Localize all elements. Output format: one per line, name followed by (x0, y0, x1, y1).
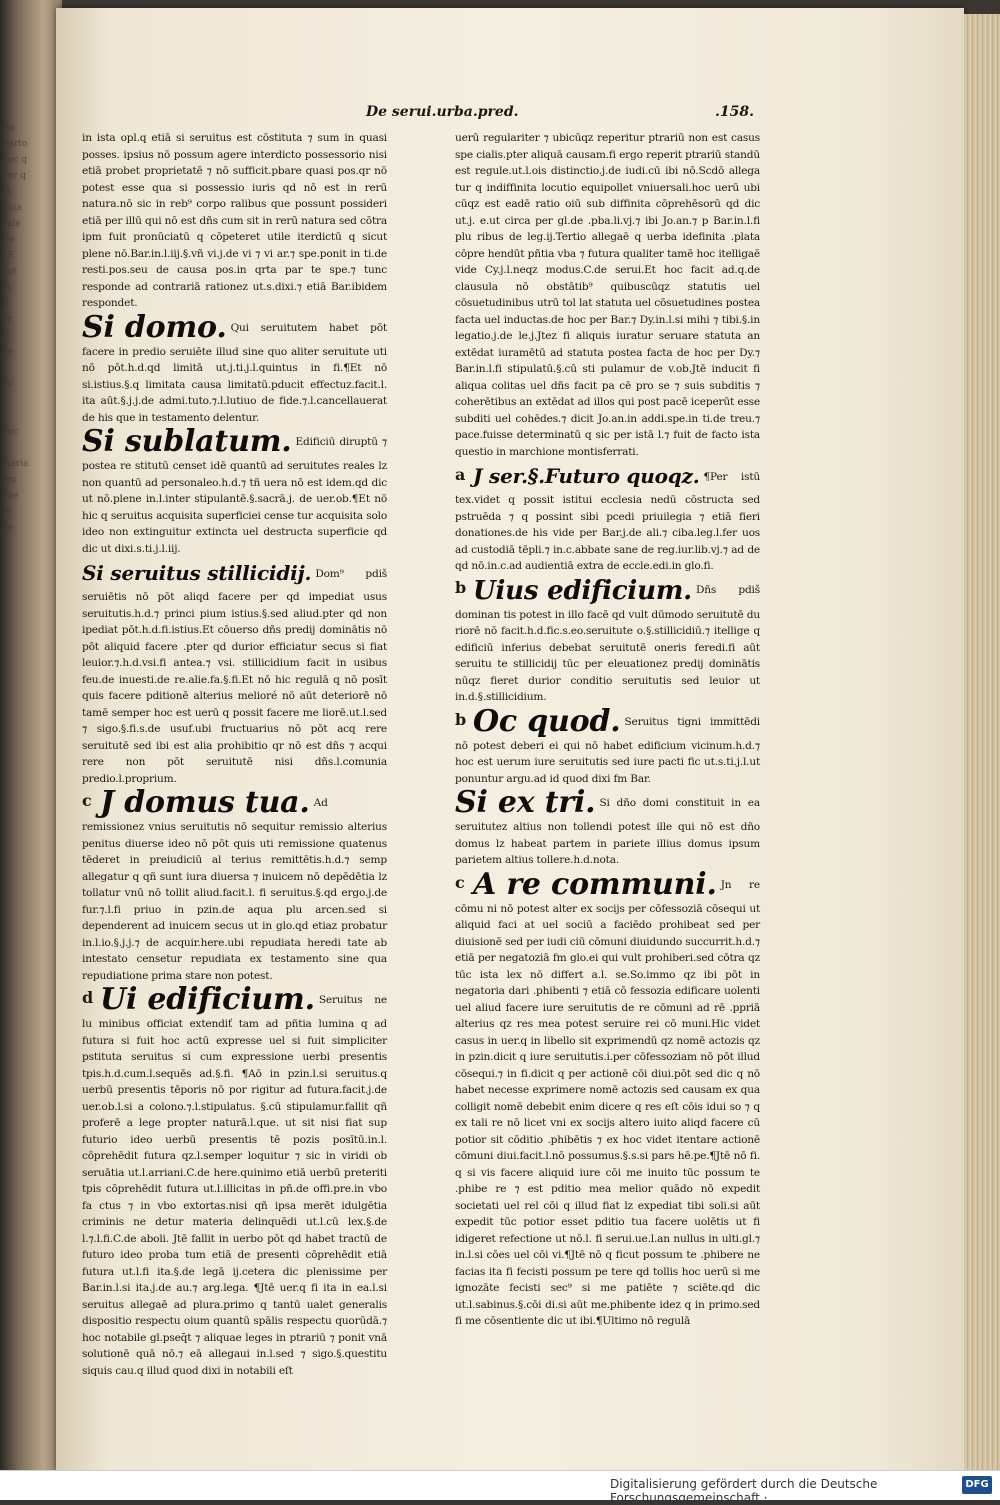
section-paragraph (455, 460, 760, 575)
margin-marker: b (455, 577, 466, 597)
body-text: ¶Per istū tex.videt q possit istitui ecclesia nedū cōstructa sed pstruēda ⁊ q possint sibi pcedi priuilegia ⁊ etiā fieri donationes.de his vide per Bar.j.de ali.⁊ ciba.leg.l.fer uos ad custodiā tēpli.⁊ in.c.abbate sane de reg.iur.lib.vj.⁊ ad de qd nō.in.c.ad audientiā extra de eccle.edi.in glo.fi. (455, 471, 760, 572)
margin-marker: a (455, 465, 466, 484)
section-heading: Ui edificium. (100, 982, 315, 1017)
section-heading: Si ex tri. (455, 785, 596, 820)
page-number: .158. (715, 104, 754, 120)
section-paragraph (82, 557, 387, 787)
section-paragraph (455, 575, 760, 706)
body-text: Ad remissionez vnius seruitutis nō sequitur remissio alterius penitus diuerse ideo nō pōt quis uti remissione quatenus tēderet in preiudiciū al terius remittētis.h.d.⁊ semp allegatur q qñ sunt iura diuersa ⁊ inuicem nō depēdētia lz tollatur vnū nō tollit aliud.facit.l. fi seruitus.§.qd ergo.j.de fur.⁊.l.fi priuo in pzin.de aqua plu arcen.sed si dependerent ad inuicem secus ut in glo.qd etiaz probatur in.l.io.§.j.j.⁊ de acquir.here.ubi repudiata heredi tate ab intestato censetur repudiata ex testamento sine qua repudiatione prima stare non potest. (82, 797, 387, 982)
section-paragraph (82, 426, 387, 557)
body-text: Dñs pdiš dominan tis potest in illo facē qd vult dūmodo seruitutē du riorē nō facit.h.d.fic.s.eo.seruitute o.§.stillicidiū.⁊ itellige q edificiū inferius debebat seruitutē oneris feredi.fi aūt seruitu te stillicidij tūc per eleuationez predij dominātis nūqz fieret durior conditio seruitutis sed leuior ut in.d.§.stillicidium. (455, 583, 760, 703)
margin-marker: c (455, 872, 465, 892)
section-heading: A re communi. (473, 866, 717, 902)
right-text-column (455, 130, 760, 1327)
section-heading: Si sublatum. (82, 424, 292, 459)
section-heading: Uius edificium. (473, 575, 692, 606)
running-head: De serui.urba.pred. (366, 104, 519, 120)
text-paragraph (455, 130, 760, 460)
body-text: uerū regulariter ⁊ ubicūqz reperitur ptrariū non est casus spe cialis.pter aliquā causam.fi ergo reperit ptrariū standū est regule.ut.l.ois distinctio.j.de iudi.cū ibi nō.Scdō allega tur q indiffinita locutio equipollet vniuersali.hoc uerū ubi cūqz est eadē ratio oiū sub diffinita cōprehēsorū qd dic ut.j. e.ut circa per gl.de .pba.li.vj.⁊ ibi Jo.an.⁊ p Bar.in.l.fi plu ribus de leg.ij.Tertio allegaē q uerba idefinita .plata cōpre hendūt pñtia vba ⁊ futura qualiter tamē hoc itelligaē vide Cy.j.l.neqz modus.C.de serui.Et hoc facit ad.q.de clausula nō obstātib⁹ quibuscūqz statutis uel cōsuetudinibus utrū tol lat statuta uel cōsuetudines postea facta uel inductas.de hoc per Bar.⁊ Dy.in.l.si mihi ⁊ tibi.§.in legatio.j.de le.j.Jtez fi aliquis iuratur seruare statuta an extēdat iuramētū ad statuta postea facta de hoc per Dy.⁊ Bar.in.l.fi stipulatū.§.cū sti pulamur de v.ob.Jtē inducit fi aliqua colitas uel dñs facit pa cē pro se ⁊ suis subditis ⁊ coherētibus an extēdat ad illos qui post pacē iceperūt esse subditi uel cohēdes.⁊ dicit Jo.an.in addi.spe.in ti.de treu.⁊ pace.fuisse determinatū q sic per istā l.⁊ fuit de facto ista questio in marchione montisferrati. (455, 132, 760, 458)
body-text: in ista opl.q etiā si seruitus est cōstituta ⁊ sum in quasi posses. ipsius nō possum agere interdicto possessorio nisi etiā probet proprietatē ⁊ nō sufficit.pbare quasi pos.qr nō potest esse qua si possessio iuris qd nō est in rerū natura.nō sic in reb⁹ corpo ralibus que possunt possideri etiā per illū qui nō est dñs cum sit in rerū natura sed cōtra ipm fuit pronūciatū q cōpeteret utile iterdictū q sicut plene nō.Bar.in.l.iij.§.vñ vi.j.de vi ⁊ vi ar.⁊ spe.ponit in ti.de resti.pos.seu de causa pos.in qrta par te spe.⁊ tunc responde ad contrariā rationez ut.s.dixi.⁊ etiā Bar.ibidem respondet. (82, 132, 387, 309)
section-heading: Oc quod. (473, 703, 621, 739)
section-heading: J ser.§.Futuro quoqz. (473, 464, 700, 488)
digitization-footer (0, 1470, 1000, 1505)
section-paragraph (82, 787, 387, 984)
section-paragraph (455, 703, 760, 788)
body-text: Jn re cōmu ni nō potest alter ex socijs per cōfessoziā cōsequi ut aliquid faci at uel sociū a faciēdo prohibeat sed per diuisionē sed per iudi ciū cōmuni diuidundo succurrit.h.d.⁊ etiā per negatoziā fm glo.ei qui vult prohiberi.sed cōtra qz tūc ista lex nō differt a.l. se.So.immo qz ibi pōt in negatoria dari .phibenti ⁊ etiā cō fessozia edificare uolenti uel aliud facere iure seruitutis de re cōmuni ad rē .ppriā alterius qz res mea potest seruire rei cō muni.Hic videt casus in uer.q in libello sit exprimendū qz nomē actozis qz in pzin.dicit q iure seruitutis.i.per cōfessoziam nō pōt illud cōsequi.⁊ in fi.dicit q per actionē cōi diui.pōt sed dic q nō habet necesse exprimere nomē actozis sed causam ex qua colligit nomē debebit enim dicere q res eſt cōis idui so ⁊ q ex tali re nō licet vni ex socijs altero iuito aliqd facere cū potior sit cōditio .phibētis ⁊ ex hoc videt itentare actionē cōmuni diui.facit.l.nō possumus.§.s.si pars hē.pe.¶Jtē nō fi. q si vis facere aliquid iure cōi me inuito tūc possum te .phibe re ⁊ est pditio mea melior quādo nō expedit societati uel rel cōi q illud fiat lz expediat tibi soli.si aūt expedit tūc potior esset pditio tua facere uolētis ut fi idigeret refectione ut nō.l. fi serui.ue.l.an nullus in ulti.gl.⁊ in.l.si cōes uel cōi vi.¶Jtē nō q ficut possum te .phibere ne facias ita fi fecisti possum pe tere qd tollis hoc uerū si me ignozāte fecisti sec⁹ si me patiēte ⁊ sciēte.qd dic ut.l.sabinus.§.cōi di.si aūt me.phibente idez q in primo.sed fi me cōsentiente dic ut ibi.¶Ultimo nō regulā (455, 878, 760, 1327)
margin-marker: b (455, 709, 466, 729)
body-text: Edificiū diruptū ⁊ postea re stitutū censet idē quantū ad seruitutes reales lz non quantū ad personaleo.h.d.⁊ tñ uera nō est idem.qd dic ut nō.plene in.l.inter stipulantē.§.sacrā.j. de uer.ob.¶Et nō hic q seruitus acquisita superficiei cense tur acquisita solo ideo non extinguitur extincta uel destructa superficie qd dic ut dixi.s.ti.j.l.iij. (82, 436, 387, 555)
margin-marker: c (82, 791, 92, 810)
body-text: Qui seruitutem habet pōt facere in predio seruiēte illud sine quo aliter seruitute uti nō pōt.h.d.qd limitā ut.j.ti.j.l.quintus in fi.¶Et nō si.istius.§.q limitata causa limitatū.pducit effectuz.facit.l. ita aūt.§.j.j.de admi.tuto.⁊.l.lutiuo de fide.⁊.l.cancellauerat de his que in testamento delentur. (82, 321, 387, 424)
margin-marker: d (82, 988, 93, 1007)
section-paragraph (455, 787, 760, 869)
section-heading: Si seruitus stillicidij. (82, 561, 312, 585)
left-page-fragments: Ita Barto hoc q per q ta quia Tale De LE not in ti er si de t bo r t boc t maria feu mie re de (2, 123, 29, 533)
section-paragraph (82, 984, 387, 1379)
body-text: Si dño domi constituit in ea seruitutez altius non tollendi potest ille qui nō est dño domus lz habeat partem in pariete illius domus ipsum parietem altius tollere.h.d.nota. (455, 797, 760, 866)
section-paragraph (455, 866, 760, 1330)
text-paragraph (82, 130, 387, 312)
section-heading: Si domo. (82, 309, 227, 345)
footer-credit: Digitalisierung gefördert durch die Deutsche Forschungsgemeinschaft · (610, 1477, 878, 1505)
body-text: Dom⁹ pdiš seruiētis nō pōt aliqd facere per qd impediat usus seruitutis.h.d.⁊ princi pium istius.§.sed aliud.pter qd non ipediat pōt.h.d.fi.istius.Et cōuerso dñs predij dominātis nō pōt aliquid facere .pter qd durior efficiatur secus si fiat leuior.⁊.h.d.vsi.fi antea.⁊ vsi. stillicidium facit in usibus feu.de inuesti.de re.alie.fa.§.fi.Et nō hic regulā q nō posīt quis facere pditionē alterius melioré nō aūt deteriorē nō tamē semper hoc est uerū q possit facere me liorē.ut.l.sed ⁊ sigo.§.fi.s.de usuf.ubi fructuarius nō pōt acq rere seruitutē sed ibi est alia prohibitio qr nō est dñs ⁊ acqui rere non pōt seruitutē nisi dñs.l.comunia predio.l.proprium. (82, 568, 387, 785)
left-page-edge (0, 0, 62, 1470)
section-heading: J domus tua. (100, 785, 310, 820)
dfg-logo: DFG (962, 1476, 992, 1494)
body-text: Seruitus tigni immittēdi nō potest deberi ei qui nō habet edificium vicinum.h.d.⁊ hoc est uerum iure seruitutis sed iure pacti fic ut.s.ti.j.l.ut ponuntur argu.ad id quod dixi fm Bar. (455, 715, 760, 785)
left-text-column (82, 130, 387, 1377)
page-stack-edge (964, 14, 1000, 1470)
body-text: Seruitus ne lu minibus officiat extendiť tam ad pñtia lumina q ad futura si fuit hoc actū expresse uel si fuit simpliciter pstituta seruitus si cum expressione uerbi presentis tpis.h.d.cum.l.sequēs ad.§.fi. ¶Aō in pzin.l.si seruitus.q uerbū presentis tēporis nō por rigitur ad futura.facit.j.de uer.ob.l.si a colono.⁊.l.stipulatus. §.cū stipulamur.fallit qñ proferē a lege propter naturā.l.que. ut sit nisi fiat sup futurio ideo uerbū presentis tē pozis posītū.in.l. cōprehēdit futura qz.l.semper loquitur ⁊ sic in viridi ob seruātia ut.l.arriani.C.de here.quinimo etiā uerbū preteriti tpis cōprehēdit futura ut.l.illicitas in pñ.de offi.pre.in vbo fa ctus ⁊ in vbo extortas.nisi qñ ipsa merēt idulgētia criminis ne detur materia delinquēdi ut.l.cū lex.§.de l.⁊.l.fi.C.de aboli. Jtē fallit in uerbo pōt qd habet tractū de futuro ideo proba tum etiā de presenti cōprehēdit etiā futura ut.l.fi ita.§.de legā ij.cetera dic plenissime per Bar.in.l.si ita.j.de au.⁊ arg.lega. ¶Jtē uer.q fi ita in ea.l.si seruitus allegaē ad plura.primo q tantū ualet generalis dispositio respectu oium quantū spālis respectu quorūdā.⁊ hoc notabile gl.pseq̄t ⁊ aliquae leges in ptrariū ⁊ ponit vnā solutionē quā nō.⁊ eā allegaui in.l.sed ⁊ sigo.§.questitu siquis cau.q illud quod dixi in notabili eſt (82, 994, 387, 1377)
section-paragraph (82, 309, 387, 427)
